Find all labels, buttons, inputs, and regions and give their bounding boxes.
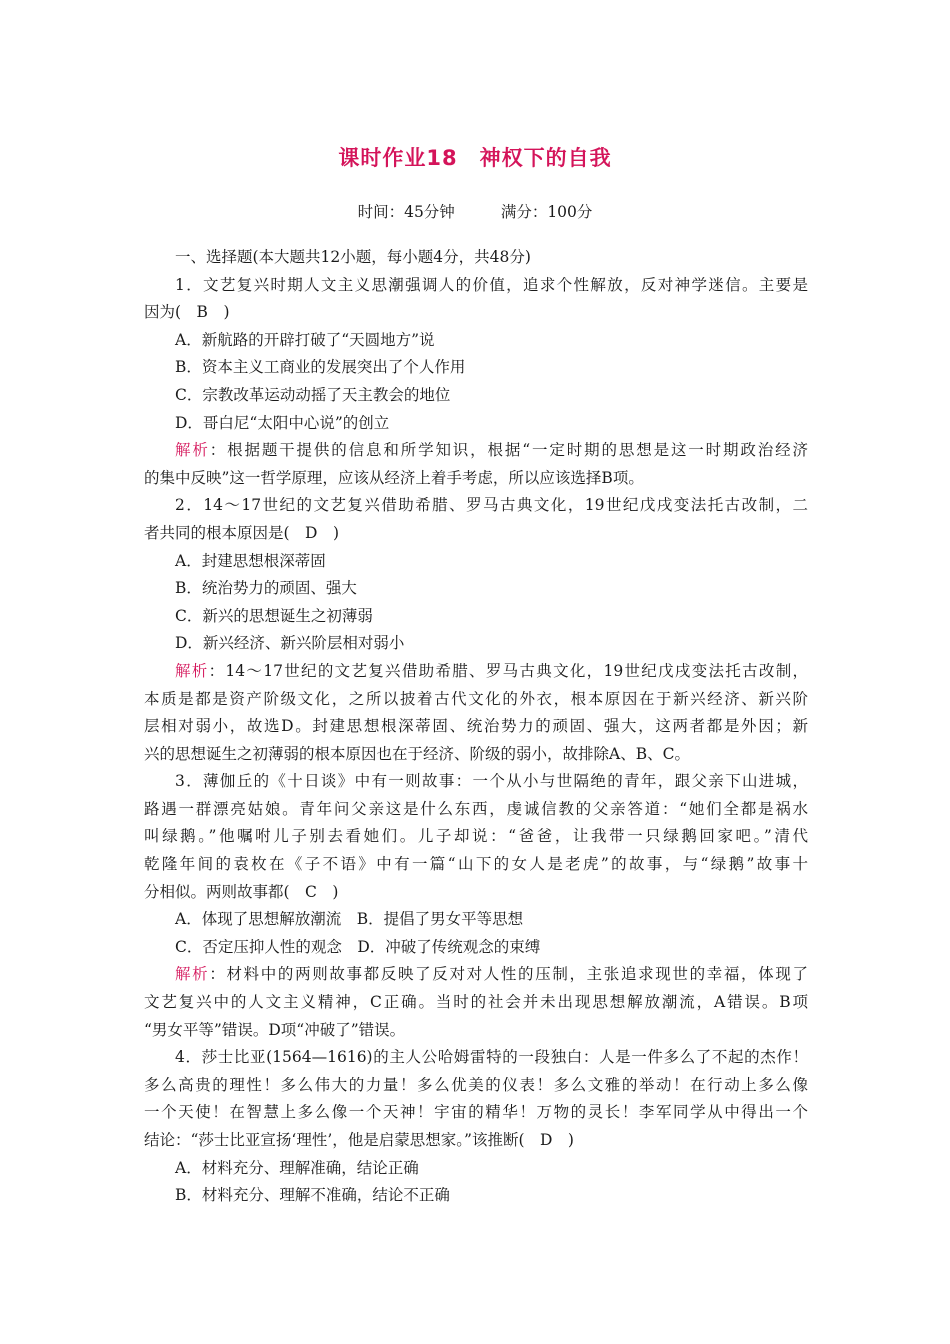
- question-3-stem-cont: 路遇一群漂亮姑娘。青年问父亲这是什么东西，虔诚信教的父亲答道：“她们全都是祸水: [144, 799, 808, 818]
- question-2-explanation-cont: 本质是都是资产阶级文化，之所以披着古代文化的外衣，根本原因在于新兴经济、新兴阶: [144, 689, 808, 708]
- question-2-explanation-cont: 层相对弱小，故选D。封建思想根深蒂固、统治势力的顽固、强大，这两者都是外因；新: [144, 717, 808, 736]
- question-1-stem: 1．文艺复兴时期人文主义思潮强调人的价值，追求个性解放，反对神学迷信。主要是: [175, 275, 808, 294]
- explanation-label: 解析: [175, 965, 210, 984]
- question-2-explanation: 解析：14～17世纪的文艺复兴借助希腊、罗马古典文化，19世纪戊戌变法托古改制，: [175, 661, 808, 680]
- question-2-stem-cont: 者共同的根本原因是( D ): [144, 523, 340, 542]
- question-3-explanation-cont: 文艺复兴中的人文主义精神，C正确。当时的社会并未出现思想解放潮流，A错误。B项: [144, 993, 808, 1012]
- page-title: 课时作业18 神权下的自我: [338, 146, 612, 170]
- question-2-option-a: A．封建思想根深蒂固: [175, 551, 326, 570]
- question-4-stem-cont: 多么高贵的理性！多么伟大的力量！多么优美的仪表！多么文雅的举动！在行动上多么像: [144, 1075, 808, 1094]
- question-4-stem: 4．莎士比亚(1564—1616)的主人公哈姆雷特的一段独白：人是一件多么了不起的杰作！: [175, 1048, 808, 1067]
- section-heading: 一、选择题(本大题共12小题，每小题4分，共48分): [175, 248, 531, 266]
- question-body: [144, 244, 808, 1210]
- question-3-explanation: 解析：材料中的两则故事都反映了反对对人性的压制，主张追求现世的幸福，体现了: [175, 965, 808, 984]
- question-1-explanation: 解析：根据题干提供的信息和所学知识，根据“一定时期的思想是这一时期政治经济: [175, 441, 808, 460]
- time-limit: 时间：45分钟: [357, 203, 455, 221]
- question-3-stem-cont: 乾隆年间的袁枚在《子不语》中有一篇“山下的女人是老虎”的故事，与“绿鹅”故事十: [144, 855, 808, 874]
- question-1-option-c: C．宗教改革运动动摇了天主教会的地位: [175, 385, 451, 404]
- question-3-options-ab: A．体现了思想解放潮流 B．提倡了男女平等思想: [175, 910, 524, 929]
- question-4-option-b: B．材料充分、理解不准确，结论不正确: [175, 1186, 450, 1205]
- explanation-label: 解析: [175, 661, 209, 680]
- question-2-stem: 2．14～17世纪的文艺复兴借助希腊、罗马古典文化，19世纪戊戌变法托古改制，二: [175, 496, 808, 515]
- question-3-stem-cont: 分相似。两则故事都( C ): [144, 882, 339, 901]
- explanation-label: 解析: [175, 441, 210, 460]
- question-4-option-a: A．材料充分、理解准确，结论正确: [175, 1158, 419, 1177]
- exam-meta: [0, 200, 950, 222]
- question-2-option-c: C．新兴的思想诞生之初薄弱: [175, 606, 373, 625]
- question-3-stem: 3．薄伽丘的《十日谈》中有一则故事：一个从小与世隔绝的青年，跟父亲下山进城，: [175, 772, 808, 791]
- question-2-option-d: D．新兴经济、新兴阶层相对弱小: [175, 634, 405, 653]
- question-2-option-b: B．统治势力的顽固、强大: [175, 579, 357, 598]
- question-3-options-cd: C．否定压抑人性的观念 D．冲破了传统观念的束缚: [175, 937, 541, 956]
- question-3-stem-cont: 叫绿鹅。”他嘱咐儿子别去看她们。儿子却说：“爸爸，让我带一只绿鹅回家吧。”清代: [144, 827, 808, 846]
- full-score: 满分：100分: [500, 203, 593, 221]
- question-2-explanation-cont: 兴的思想诞生之初薄弱的根本原因也在于经济、阶级的弱小，故排除A、B、C。: [144, 744, 690, 763]
- question-1-stem-cont: 因为( B ): [144, 303, 230, 322]
- question-1-option-d: D．哥白尼“太阳中心说”的创立: [175, 413, 390, 432]
- question-4-stem-cont: 结论：“莎士比亚宣扬‘理性’，他是启蒙思想家。”该推断( D ): [144, 1131, 574, 1149]
- question-4-stem-cont: 一个天使！在智慧上多么像一个天神！宇宙的精华！万物的灵长！李军同学从中得出一个: [144, 1103, 808, 1122]
- question-3-explanation-cont: “男女平等”错误。D项“冲破了”错误。: [144, 1020, 406, 1039]
- question-1-option-a: A．新航路的开辟打破了“天圆地方”说: [175, 330, 435, 349]
- question-1-option-b: B．资本主义工商业的发展突出了个人作用: [175, 358, 466, 377]
- question-1-explanation-cont: 的集中反映”这一哲学原理，应该从经济上着手考虑，所以应该选择B项。: [144, 468, 644, 487]
